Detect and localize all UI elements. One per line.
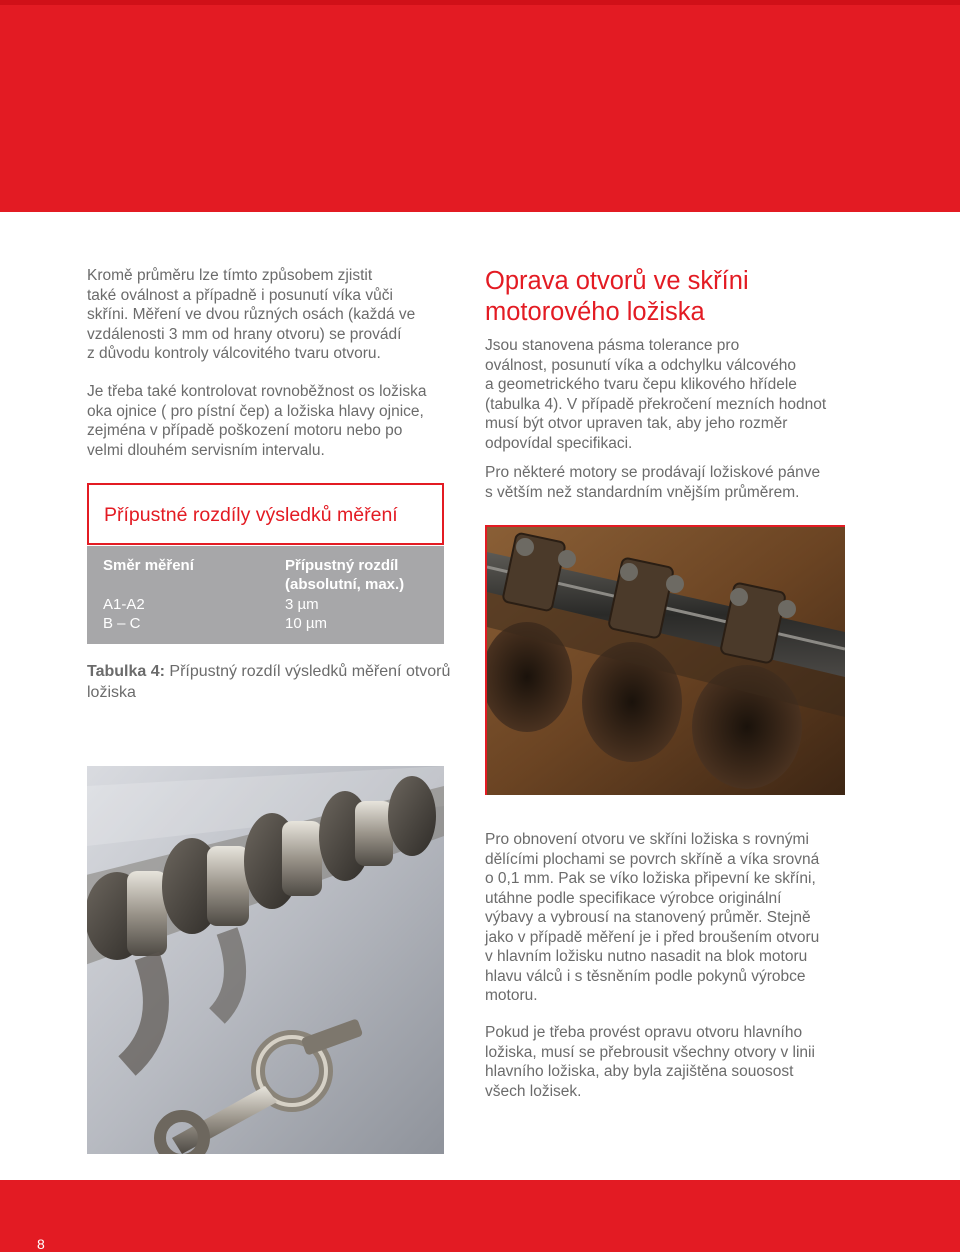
col-header-tolerance-2: (absolutní, max.) [285,576,405,593]
main-bearing-paragraph: Pokud je třeba provést opravu otvoru hlavního ložiska, musí se přebrousit všechny otvory v linii hlavního ložiska, aby byla zajištěna souosost všech ložisek. [485,1024,815,1100]
table-caption: Tabulka 4: Přípustný rozdíl výsledků měření otvorů ložiska [87,663,451,701]
bearing-shells-paragraph: Pro některé motory se prodávají ložiskové pánve s větším než standardním vnějším průměrem. [485,464,821,501]
caption-label: Tabulka 4: [87,663,165,680]
tolerance-table [87,546,444,644]
col-header-direction: Směr měření [103,557,194,574]
crankshaft-photo [87,766,444,1154]
tolerance-table-header [87,483,444,545]
parallelism-paragraph: Je třeba také kontrolovat rovnoběžnost os ložiska oka ojnice ( pro pístní čep) a ložiska hlavy ojnice, zejména v případě poškození motoru nebo po velmi dlouhém servisním intervalu. [87,383,427,459]
table-row-direction: A1-A2 [103,596,145,613]
engine-block-photo [485,525,845,795]
table-row-direction: B – C [103,615,141,632]
bottom-red-band [0,1180,960,1252]
top-red-band [0,0,960,212]
table-row-value: 3 µm [285,596,319,613]
intro-paragraph: Kromě průměru lze tímto způsobem zjistit také oválnost a případně i posunutí víka vůči skříni. Měření ve dvou různých osách (každá ve vzdálenosti 3 mm od hrany otvoru) se provádí z důvodu kontroly válcovitého tvaru otvoru. [87,267,416,362]
tolerance-paragraph: Jsou stanovena pásma tolerance pro oválnost, posunutí víka a odchylku válcového a geometrického tvaru čepu klikového hřídele (tabulka 4). V případě překročení mezních hodnot musí být otvor upraven tak, aby jeho rozměr odpovídal specifikaci. [485,337,827,452]
restoration-paragraph: Pro obnovení otvoru ve skříni ložiska s rovnými dělícími plochami se povrch skříně a víka srovná o 0,1 mm. Pak se víko ložiska připevní ke skříni, utáhne podle specifikace výrobce originální výbavy a vybrousí na stanovený průměr. Stejně jako v případě měření je i před broušením otvoru v hlavním ložisku nutno nasadit na blok motoru hlavu válců i s těsněním podle pokynů výrobce motoru. [485,831,820,1004]
tolerance-table-title: Přípustné rozdíly výsledků měření [104,504,398,526]
section-title: Oprava otvorů ve skříni motorového ložiska [485,267,749,326]
table-row-value: 10 µm [285,615,327,632]
col-header-tolerance-1: Přípustný rozdíl [285,557,399,574]
page-number: 8 [37,1236,45,1252]
